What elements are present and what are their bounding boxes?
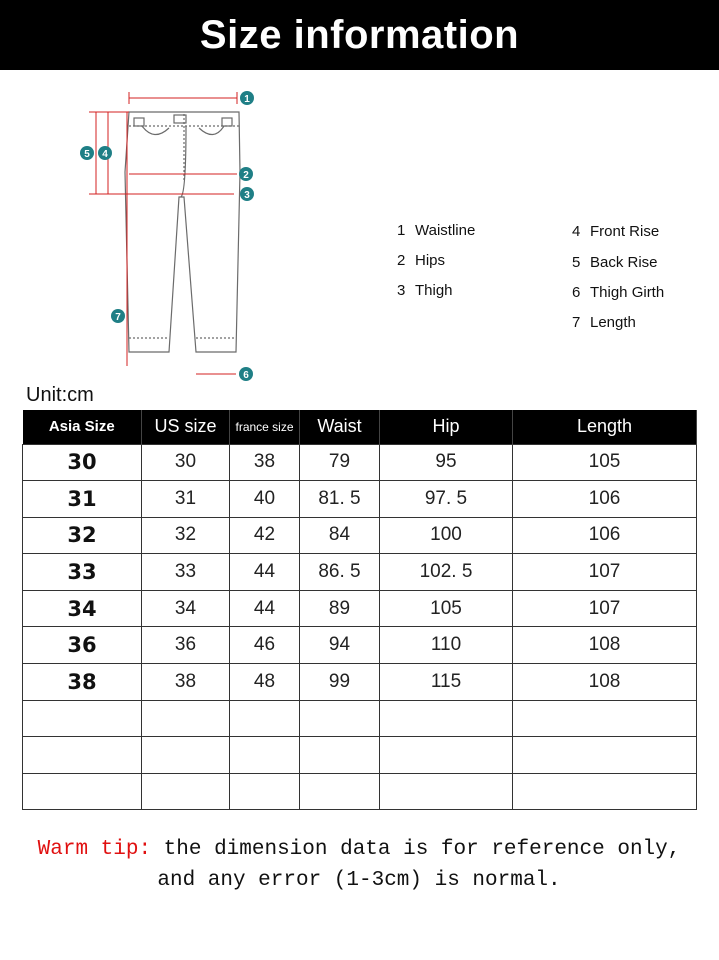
table-cell [142,700,230,737]
cell-asia-size: 36 [23,627,142,664]
table-cell [230,773,300,810]
header-length: Length [513,410,697,444]
marker-6 [239,367,253,381]
table-header-row [23,410,697,444]
marker-2 [239,167,253,181]
table-row [23,517,697,554]
table-cell: 79 [300,444,380,481]
svg-text:6: 6 [243,370,249,381]
table-cell [300,700,380,737]
table-row [23,737,697,774]
table-cell: 100 [380,517,513,554]
header-france-size: france size [230,410,300,444]
table-cell [142,773,230,810]
table-cell [513,700,697,737]
table-cell: 34 [142,590,230,627]
table-cell: 95 [380,444,513,481]
table-cell: 105 [380,590,513,627]
cell-asia-size [23,773,142,810]
table-cell [380,773,513,810]
legend-item-length: 7 Length [572,314,636,331]
table-cell: 106 [513,517,697,554]
table-cell [380,737,513,774]
table-cell: 89 [300,590,380,627]
table-cell [300,773,380,810]
header-us-size: US size [142,410,230,444]
marker-3 [240,187,254,201]
table-cell: 36 [142,627,230,664]
unit-label: Unit:cm [26,384,94,406]
header-waist: Waist [300,410,380,444]
table-cell: 30 [142,444,230,481]
pants-outline [125,112,240,352]
table-cell: 44 [230,554,300,591]
table-cell: 33 [142,554,230,591]
table-cell: 107 [513,590,697,627]
tip-line-1 [22,834,696,865]
table-cell: 99 [300,664,380,701]
table-cell: 97. 5 [380,481,513,518]
header-hip: Hip [380,410,513,444]
svg-text:5: 5 [84,149,90,160]
legend-item-front-rise: 4 Front Rise [572,223,660,240]
table-row [23,700,697,737]
svg-text:2: 2 [243,170,249,181]
legend-item-hips: 2 Hips [397,252,446,269]
table-cell: 32 [142,517,230,554]
table-cell [300,737,380,774]
table-cell: 105 [513,444,697,481]
table-cell [513,737,697,774]
cell-asia-size: 32 [23,517,142,554]
marker-5 [80,146,94,160]
table-cell: 110 [380,627,513,664]
pants-measurement-diagram [74,82,274,388]
table-cell [142,737,230,774]
legend-item-thigh-girth: 6 Thigh Girth [572,284,665,301]
marker-1 [240,91,254,105]
legend-item-back-rise: 5 Back Rise [572,254,658,271]
table-row [23,664,697,701]
table-cell: 115 [380,664,513,701]
table-cell: 42 [230,517,300,554]
cell-asia-size [23,700,142,737]
table-cell [230,700,300,737]
cell-asia-size: 33 [23,554,142,591]
table-cell: 44 [230,590,300,627]
cell-asia-size: 31 [23,481,142,518]
table-cell: 31 [142,481,230,518]
table-cell: 94 [300,627,380,664]
table-row [23,554,697,591]
legend-item-thigh: 3 Thigh [397,282,453,299]
table-row [23,773,697,810]
table-body [23,444,697,810]
table-cell: 108 [513,627,697,664]
marker-7 [111,309,125,323]
svg-text:7: 7 [115,312,121,323]
cell-asia-size: 30 [23,444,142,481]
table-cell: 107 [513,554,697,591]
legend-item-waistline: 1 Waistline [397,222,476,239]
table-cell: 106 [513,481,697,518]
tip-text-1: the dimension data is for reference only, [151,838,681,861]
table-cell: 48 [230,664,300,701]
tip-line-2: and any error (1-3cm) is normal. [157,869,561,892]
svg-text:4: 4 [102,149,108,160]
table-cell: 84 [300,517,380,554]
table-row [23,481,697,518]
cell-asia-size: 38 [23,664,142,701]
table-cell [380,700,513,737]
table-cell [230,737,300,774]
table-cell: 102. 5 [380,554,513,591]
table-cell: 46 [230,627,300,664]
cell-asia-size: 34 [23,590,142,627]
size-table [22,410,697,810]
cell-asia-size [23,737,142,774]
table-cell: 38 [230,444,300,481]
warm-tip [22,834,696,896]
table-row [23,444,697,481]
table-cell: 40 [230,481,300,518]
tip-label: Warm tip: [37,838,152,861]
table-cell: 81. 5 [300,481,380,518]
table-cell: 38 [142,664,230,701]
table-cell [513,773,697,810]
table-cell: 86. 5 [300,554,380,591]
table-row [23,627,697,664]
page-title: Size information [0,0,719,70]
table-cell: 108 [513,664,697,701]
table-row [23,590,697,627]
svg-text:1: 1 [244,94,250,105]
header-asia-size: Asia Size [23,410,142,444]
svg-text:3: 3 [244,190,250,201]
marker-4 [98,146,112,160]
